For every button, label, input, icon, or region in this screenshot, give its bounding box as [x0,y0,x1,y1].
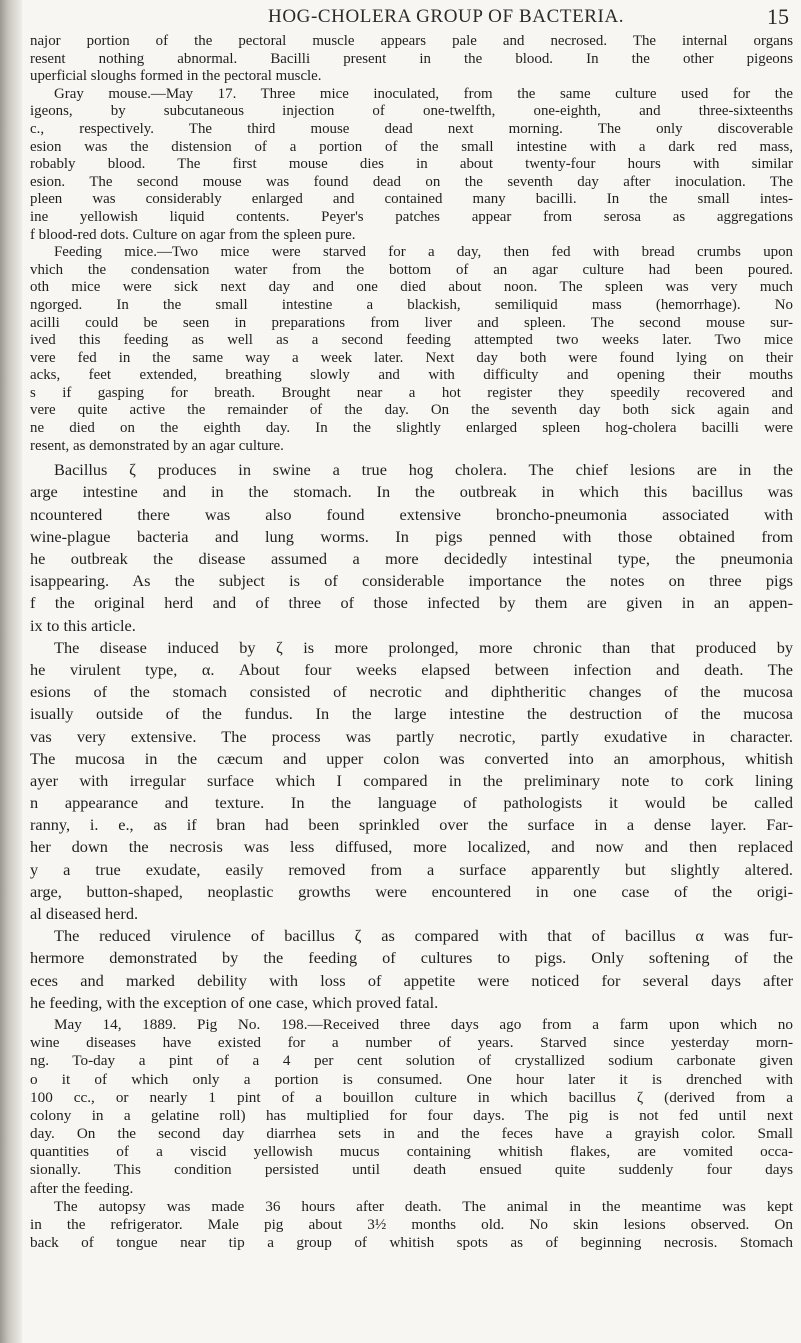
pigeon-and-mice-notes [30,33,793,455]
text-line: eces and marked debility with loss of appetite were noticed for several days after [30,970,793,990]
text-line: colony in a gelatine roll) has multiplied for four days. The pig is not fed until next [30,1106,793,1124]
text-line: f blood-red dots. Culture on agar from the spleen pure. [30,226,356,243]
text-line: ived this feeding as well as a second feeding attempted two weeks later. Two mice [30,332,793,349]
text-line: isappearing. As the subject is of considerable importance the notes on three pigs [30,571,793,591]
page-gutter-shadow [0,0,22,1343]
text-line: ngorged. In the small intestine a blackish, semiliquid mass (hemorrhage). No [30,296,793,313]
text-line: s if gasping for breath. Brought near a hot register they speedily recovered and [30,384,793,401]
text-line: The reduced virulence of bacillus ζ as compared with that of bacillus α was fur- [54,926,793,946]
text-line: wine-plague bacteria and lung worms. In pigs penned with those obtained from [30,526,793,546]
text-line: resent, as demonstrated by an agar culture. [30,437,284,454]
page-header [0,4,801,30]
text-line: The autopsy was made 36 hours after death. The animal in the meantime was kept [54,1197,793,1215]
text-line: he outbreak the disease assumed a more decidedly intestinal type, the pneumonia [30,549,793,568]
text-line: acilli could be seen in preparations from liver and spleen. The second mouse sur- [30,314,793,331]
body-text [30,33,793,1333]
text-line: esion. The second mouse was found dead on the seventh day after inoculation. The [30,173,793,190]
text-line: ng. To-day a pint of a 4 per cent solution of crystallized sodium carbonate given [30,1052,793,1070]
text-line: The disease induced by ζ is more prolonged, more chronic than that produced by [54,637,793,657]
text-line: ix to this article. [30,615,136,635]
text-line: Gray mouse.—May 17. Three mice inoculated, from the same culture used for the [54,85,793,102]
text-line: day. On the second day diarrhea sets in and the feces have a grayish color. Small [30,1125,793,1143]
text-line: esions of the stomach consisted of necrotic and diphtheritic changes of the mucosa [30,682,793,702]
bacillus-zeta-discussion [30,459,793,1014]
text-line: isually outside of the fundus. In the large intestine the destruction of the mucosa [30,704,793,724]
text-line: pleen was considerably enlarged and contained many bacilli. In the small intes- [30,191,793,208]
text-line: uperficial sloughs formed in the pectoral muscle. [30,68,322,85]
running-head: HOG-CHOLERA GROUP OF BACTERIA. [268,6,625,27]
text-line: arge intestine and in the stomach. In the outbreak in which this bacillus was [30,482,793,502]
text-line: back of tongue near tip a group of whitish spots as of beginning necrosis. Stomach [30,1234,793,1252]
text-line: najor portion of the pectoral muscle appears pale and necrosed. The internal organs [30,33,793,49]
pig-198-case-notes [30,1016,793,1252]
text-line: sionally. This condition persisted until death ensued quite suddenly four days [30,1161,793,1179]
text-line: 100 cc., or nearly 1 pint of a bouillon culture in which bacillus ζ (derived from a [30,1088,793,1106]
text-line: acks, feet extended, breathing slowly and with difficulty and opening their mouths [30,367,793,384]
text-line: y a true exudate, easily removed from a surface apparently but slightly altered. [30,859,793,879]
text-line: vhich the condensation water from the bottom of an agar culture had been poured. [30,261,793,278]
text-line: c., respectively. The third mouse dead next morning. The only discoverable [30,120,793,137]
text-line: resent nothing abnormal. Bacilli present in the blood. In the other pigeons [30,50,793,67]
text-line: oth mice were sick next day and one died about noon. The spleen was very much [30,279,793,296]
text-line: n appearance and texture. In the language of pathologists it would be called [30,793,793,813]
text-line: o it of which only a portion is consumed. One hour later it is drenched with [30,1070,793,1088]
text-line: her down the necrosis was less diffused, more localized, and now and then replaced [30,837,793,857]
text-line: The mucosa in the cæcum and upper colon was converted into an amorphous, whitish [30,748,793,768]
text-line: May 14, 1889. Pig No. 198.—Received three days ago from a farm upon which no [54,1015,793,1033]
text-line: igeons, by subcutaneous injection of one-twelfth, one-eighth, and three-sixteenths [30,103,793,120]
text-line: robably blood. The first mouse dies in about twenty-four hours with similar [30,156,793,173]
text-line: ayer with irregular surface which I compared in the preliminary note to cork lining [30,770,793,790]
text-line: ncountered there was also found extensive broncho-pneumonia associated with [30,504,793,524]
text-line: Feeding mice.—Two mice were starved for a day, then fed with bread crumbs upon [54,244,793,261]
page-number: 15 [767,4,789,29]
text-line: ine yellowish liquid contents. Peyer's patches appear from serosa as aggregations [30,208,793,225]
text-line: f the original herd and of three of those infected by them are given in an appen- [30,593,793,613]
text-line: vere quite active the remainder of the day. On the seventh day both sick again and [30,402,793,419]
text-line: wine diseases have existed for a number of years. Starved since yesterday morn- [30,1034,793,1052]
text-line: hermore demonstrated by the feeding of cultures to pigs. Only softening of the [30,948,793,968]
text-line: vere fed in the same way a week later. Next day both were found lying on their [30,349,793,366]
text-line: after the feeding. [30,1179,134,1197]
text-line: ne died on the eighth day. In the slightly enlarged spleen hog-cholera bacilli were [30,420,793,437]
text-line: quantities of a viscid yellowish mucus containing whitish flakes, are vomited occa- [30,1143,793,1161]
text-line: he virulent type, α. About four weeks elapsed between infection and death. The [30,659,793,679]
text-line: vas very extensive. The process was partly necrotic, partly exudative in character. [30,726,793,746]
text-line: al diseased herd. [30,904,139,923]
text-line: in the refrigerator. Male pig about 3½ months old. No skin lesions observed. On [30,1216,793,1233]
text-line: he feeding, with the exception of one case, which proved fatal. [30,992,439,1012]
text-line: ranny, i. e., as if bran had been sprinkled over the surface in a dense layer. Far- [30,815,793,835]
text-line: arge, button-shaped, neoplastic growths were encountered in one case of the origi- [30,881,793,901]
text-line: Bacillus ζ produces in swine a true hog cholera. The chief lesions are in the [54,460,793,480]
text-line: esion was the distension of a portion of the small intestine with a dark red mass, [30,138,793,155]
